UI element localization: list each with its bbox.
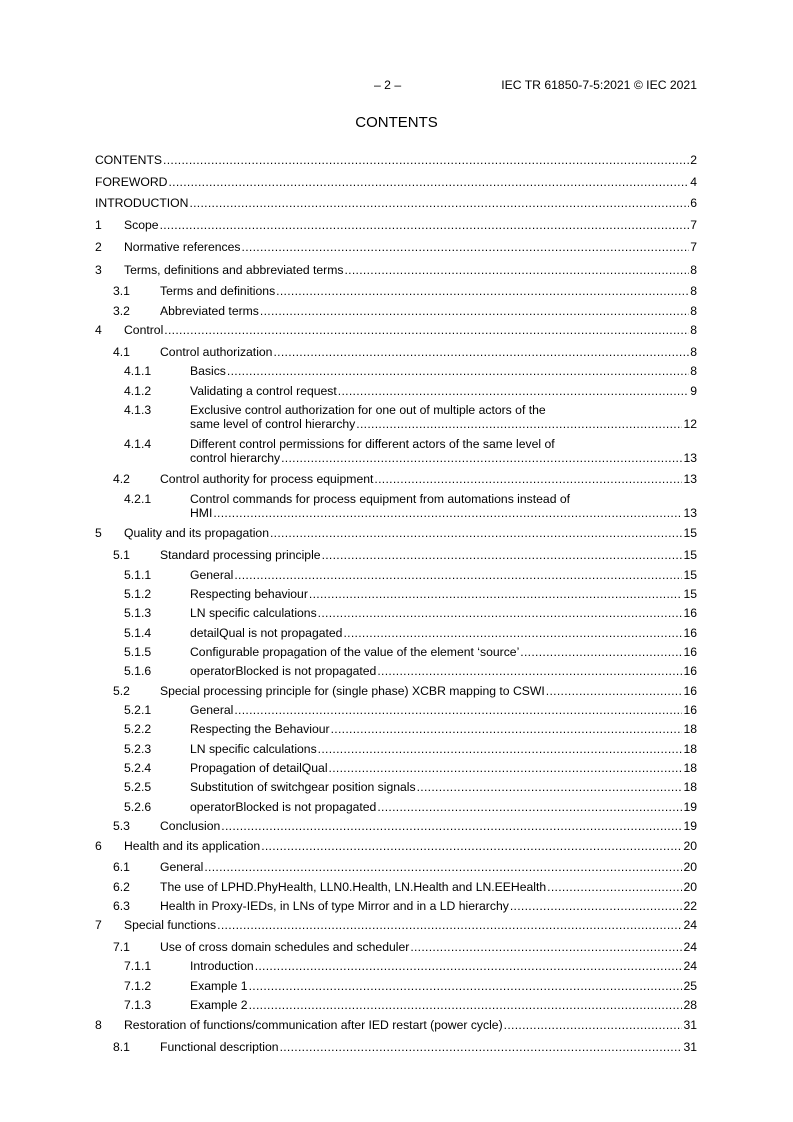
toc-entry-page: 8	[690, 345, 697, 359]
toc-entry-page: 13	[683, 506, 697, 520]
toc-entry-title: Quality and its propagation	[124, 526, 269, 540]
toc-entry[interactable]	[95, 626, 697, 640]
dot-leader	[343, 626, 682, 640]
toc-entry-number: 6.2	[113, 880, 130, 894]
toc-entry-number: 4.1.4	[124, 437, 152, 451]
toc-entry-page: 9	[690, 384, 697, 398]
dot-leader	[280, 1040, 683, 1054]
toc-entry[interactable]	[95, 899, 697, 913]
toc-entry-number: 6	[95, 839, 102, 853]
dot-leader	[547, 880, 682, 894]
toc-entry-page: 20	[683, 880, 697, 894]
toc-entry-title: Normative references	[124, 240, 241, 254]
dot-leader	[374, 472, 682, 486]
toc-entry-title: INTRODUCTION	[95, 196, 189, 210]
page-title: CONTENTS	[355, 114, 438, 131]
dot-leader	[217, 918, 682, 932]
toc-entry-page: 6	[690, 196, 697, 210]
toc-entry[interactable]	[95, 606, 697, 620]
toc-entry-page: 16	[683, 626, 697, 640]
toc-entry-number: 5.2	[113, 684, 130, 698]
toc-entry[interactable]	[95, 664, 697, 678]
toc-entry[interactable]	[95, 240, 697, 254]
toc-entry-number: 7.1.2	[124, 979, 152, 993]
toc-entry[interactable]	[95, 1018, 697, 1032]
toc-entry-title-continued: HMI	[190, 506, 213, 520]
toc-entry-title: Example 2	[190, 998, 248, 1012]
toc-entry[interactable]	[95, 587, 697, 601]
dot-leader	[234, 568, 682, 582]
toc-entry-page: 19	[683, 819, 697, 833]
toc-entry[interactable]	[95, 918, 697, 932]
toc-entry-number: 3	[95, 263, 102, 277]
toc-entry[interactable]	[95, 959, 697, 973]
toc-entry-number: 5.1.4	[124, 626, 152, 640]
toc-entry-title: operatorBlocked is not propagated	[190, 664, 377, 678]
toc-entry-page: 25	[683, 979, 697, 993]
toc-entry[interactable]	[95, 153, 697, 167]
toc-entry[interactable]	[95, 979, 697, 993]
toc-entry-title: Abbreviated terms	[160, 304, 259, 318]
toc-entry[interactable]	[95, 645, 697, 659]
toc-entry-title: Different control permissions for different actors of the same level of	[190, 437, 555, 451]
document-reference: IEC TR 61850-7-5:2021 © IEC 2021	[501, 78, 697, 92]
toc-entry-title: Restoration of functions/communication after IED restart (power cycle)	[124, 1018, 503, 1032]
toc-entry-page: 15	[683, 526, 697, 540]
toc-entry-number: 4.2.1	[124, 492, 152, 506]
toc-entry-title: Control	[124, 323, 164, 337]
toc-entry-page: 28	[683, 998, 697, 1012]
dot-leader	[242, 240, 690, 254]
toc-entry-title: The use of LPHD.PhyHealth, LLN0.Health, LN.Health and LN.EEHealth	[160, 880, 547, 894]
toc-entry-number: 6.3	[113, 899, 130, 913]
toc-entry-number: 4.2	[113, 472, 130, 486]
toc-entry-title: Terms, definitions and abbreviated terms	[124, 263, 344, 277]
toc-entry-title: Respecting the Behaviour	[190, 722, 330, 736]
dot-leader	[281, 451, 682, 465]
dot-leader	[276, 284, 689, 298]
dot-leader	[510, 899, 683, 913]
dot-leader	[249, 979, 683, 993]
toc-entry-number: 5.1.2	[124, 587, 152, 601]
toc-entry[interactable]	[95, 263, 697, 277]
dot-leader	[410, 940, 682, 954]
toc-entry[interactable]	[95, 284, 697, 298]
toc-entry-number: 4.1.3	[124, 403, 152, 417]
toc-entry-title: CONTENTS	[95, 153, 163, 167]
toc-entry-number: 4	[95, 323, 102, 337]
toc-entry-page: 18	[683, 742, 697, 756]
toc-entry-number: 4.1.1	[124, 364, 152, 378]
toc-entry-number: 4.1.2	[124, 384, 152, 398]
toc-entry-title: Use of cross domain schedules and scheduler	[160, 940, 410, 954]
toc-entry-number: 3.1	[113, 284, 130, 298]
toc-entry-page: 7	[690, 240, 697, 254]
toc-entry-page: 19	[683, 800, 697, 814]
toc-entry-title: Health in Proxy-IEDs, in LNs of type Mirror and in a LD hierarchy	[160, 899, 509, 913]
toc-entry[interactable]	[95, 998, 697, 1012]
dot-leader	[234, 703, 682, 717]
toc-entry-title: Configurable propagation of the value of the element ‘source’	[190, 645, 520, 659]
toc-entry[interactable]	[95, 780, 697, 794]
toc-entry-title-continued: same level of control hierarchy	[190, 417, 356, 431]
toc-entry-page: 18	[683, 780, 697, 794]
toc-entry[interactable]	[95, 175, 697, 189]
toc-entry-page: 2	[690, 153, 697, 167]
toc-entry-page: 8	[690, 323, 697, 337]
toc-entry-page: 24	[683, 959, 697, 973]
dot-leader	[417, 780, 683, 794]
toc-entry-page: 15	[683, 587, 697, 601]
toc-entry-number: 5.1.6	[124, 664, 152, 678]
toc-entry[interactable]	[95, 384, 697, 398]
toc-entry-number: 3.2	[113, 304, 130, 318]
dot-leader	[504, 1018, 683, 1032]
dot-leader	[261, 839, 682, 853]
toc-entry-page: 8	[690, 304, 697, 318]
toc-entry[interactable]	[95, 526, 697, 540]
page-header	[0, 78, 793, 94]
toc-entry-title: Control authorization	[160, 345, 273, 359]
toc-entry-page: 12	[683, 417, 697, 431]
toc-entry-page: 22	[683, 899, 697, 913]
toc-entry-number: 5.2.4	[124, 761, 152, 775]
toc-entry-number: 7.1	[113, 940, 130, 954]
toc-entry-title: Control authority for process equipment	[160, 472, 374, 486]
toc-entry-number: 5.1.3	[124, 606, 152, 620]
toc-entry-page: 18	[683, 761, 697, 775]
dot-leader	[227, 364, 689, 378]
toc-entry-page: 20	[683, 839, 697, 853]
toc-entry-title-continued: control hierarchy	[190, 451, 281, 465]
toc-entry[interactable]	[95, 304, 697, 318]
toc-entry-page: 7	[690, 218, 697, 232]
dot-leader	[189, 196, 689, 210]
toc-entry-title: LN specific calculations	[190, 606, 317, 620]
toc-entry-title: Validating a control request	[190, 384, 337, 398]
toc-entry-title: Conclusion	[160, 819, 221, 833]
toc-entry[interactable]	[95, 742, 697, 756]
toc-entry[interactable]	[95, 196, 697, 210]
toc-entry-title: operatorBlocked is not propagated	[190, 800, 377, 814]
toc-entry-number: 5.1	[113, 548, 130, 562]
toc-entry-page: 8	[690, 263, 697, 277]
toc-entry-page: 4	[690, 175, 697, 189]
toc-entry-page: 16	[683, 684, 697, 698]
toc-entry-number: 8	[95, 1018, 102, 1032]
toc-entry-title: General	[160, 860, 204, 874]
dot-leader	[331, 722, 683, 736]
dot-leader	[213, 506, 682, 520]
toc-entry-number: 7.1.1	[124, 959, 152, 973]
dot-leader	[273, 345, 689, 359]
toc-entry-page: 15	[683, 568, 697, 582]
dot-leader	[338, 384, 689, 398]
dot-leader	[221, 819, 682, 833]
toc-entry[interactable]	[95, 800, 697, 814]
toc-entry-page: 15	[683, 548, 697, 562]
toc-entry-title: Control commands for process equipment from automations instead of	[190, 492, 571, 506]
toc-entry-title: Special functions	[124, 918, 217, 932]
toc-entry[interactable]	[95, 548, 697, 562]
toc-entry[interactable]	[95, 403, 697, 431]
toc-entry-title: Introduction	[190, 959, 254, 973]
toc-entry-number: 5.3	[113, 819, 130, 833]
toc-entry-title: Terms and definitions	[160, 284, 276, 298]
dot-leader	[163, 153, 689, 167]
toc-entry-number: 8.1	[113, 1040, 130, 1054]
toc-entry-title: Substitution of switchgear position signals	[190, 780, 416, 794]
toc-entry-title: General	[190, 703, 234, 717]
toc-entry-title: FOREWORD	[95, 175, 168, 189]
dot-leader	[520, 645, 682, 659]
toc-entry-title: detailQual is not propagated	[190, 626, 343, 640]
toc-entry[interactable]	[95, 722, 697, 736]
toc-entry-number: 5.1.5	[124, 645, 152, 659]
dot-leader	[204, 860, 682, 874]
toc-entry-title: Respecting behaviour	[190, 587, 308, 601]
toc-entry-number: 5.2.6	[124, 800, 152, 814]
page-number: – 2 –	[374, 78, 402, 92]
toc-entry-page: 16	[683, 606, 697, 620]
toc-entry[interactable]	[95, 880, 697, 894]
dot-leader	[255, 959, 683, 973]
dot-leader	[377, 800, 682, 814]
toc-entry[interactable]	[95, 472, 697, 486]
toc-entry-number: 5.2.1	[124, 703, 152, 717]
toc-entry-number: 5	[95, 526, 102, 540]
toc-entry[interactable]	[95, 684, 697, 698]
toc-entry-page: 20	[683, 860, 697, 874]
toc-entry-page: 13	[683, 451, 697, 465]
toc-entry[interactable]	[95, 839, 697, 853]
toc-entry-number: 7.1.3	[124, 998, 152, 1012]
toc-entry-number: 4.1	[113, 345, 130, 359]
toc-entry[interactable]	[95, 492, 697, 520]
toc-entry-page: 13	[683, 472, 697, 486]
dot-leader	[318, 742, 683, 756]
dot-leader	[260, 304, 689, 318]
toc-entry-page: 16	[683, 703, 697, 717]
toc-entry[interactable]	[95, 437, 697, 465]
toc-entry-page: 16	[683, 645, 697, 659]
toc-entry-number: 6.1	[113, 860, 130, 874]
toc-entry-page: 31	[683, 1040, 697, 1054]
toc-entry-page: 18	[683, 722, 697, 736]
toc-entry-title: Functional description	[160, 1040, 279, 1054]
toc-entry-page: 8	[690, 284, 697, 298]
toc-entry-title: LN specific calculations	[190, 742, 317, 756]
dot-leader	[270, 526, 682, 540]
toc-entry-page: 8	[690, 364, 697, 378]
toc-entry[interactable]	[95, 568, 697, 582]
toc-entry-number: 1	[95, 218, 102, 232]
toc-entry-number: 5.2.3	[124, 742, 152, 756]
dot-leader	[168, 175, 689, 189]
dot-leader	[322, 548, 683, 562]
toc-entry-title: Special processing principle for (single phase) XCBR mapping to CSWI	[160, 684, 545, 698]
toc-entry-title: Scope	[124, 218, 159, 232]
toc-entry-number: 5.2.2	[124, 722, 152, 736]
toc-entry-title: Standard processing principle	[160, 548, 321, 562]
toc-entry[interactable]	[95, 364, 697, 378]
toc-entry-page: 24	[683, 940, 697, 954]
toc-entry[interactable]	[95, 345, 697, 359]
dot-leader	[318, 606, 683, 620]
toc-entry-number: 2	[95, 240, 102, 254]
dot-leader	[164, 323, 689, 337]
toc-entry[interactable]	[95, 761, 697, 775]
toc-entry-page: 31	[683, 1018, 697, 1032]
dot-leader	[377, 664, 682, 678]
toc-entry[interactable]	[95, 218, 697, 232]
toc-entry[interactable]	[95, 940, 697, 954]
toc-entry-title: Health and its application	[124, 839, 261, 853]
toc-entry-title: Exclusive control authorization for one out of multiple actors of the	[190, 403, 546, 417]
toc-entry-title: Propagation of detailQual	[190, 761, 328, 775]
toc-entry[interactable]	[95, 703, 697, 717]
toc-entry-number: 7	[95, 918, 102, 932]
toc-entry-number: 5.1.1	[124, 568, 152, 582]
dot-leader	[249, 998, 683, 1012]
toc-entry-page: 16	[683, 664, 697, 678]
toc-entry-number: 5.2.5	[124, 780, 152, 794]
toc-entry[interactable]	[95, 323, 697, 337]
toc-entry[interactable]	[95, 819, 697, 833]
dot-leader	[309, 587, 683, 601]
dot-leader	[356, 417, 682, 431]
toc-entry-title: General	[190, 568, 234, 582]
toc-entry[interactable]	[95, 860, 697, 874]
toc-entry-title: Example 1	[190, 979, 248, 993]
toc-entry[interactable]	[95, 1040, 697, 1054]
toc-entry-page: 24	[683, 918, 697, 932]
toc-entry-title: Basics	[190, 364, 226, 378]
dot-leader	[329, 761, 683, 775]
dot-leader	[160, 218, 690, 232]
dot-leader	[344, 263, 689, 277]
dot-leader	[546, 684, 683, 698]
